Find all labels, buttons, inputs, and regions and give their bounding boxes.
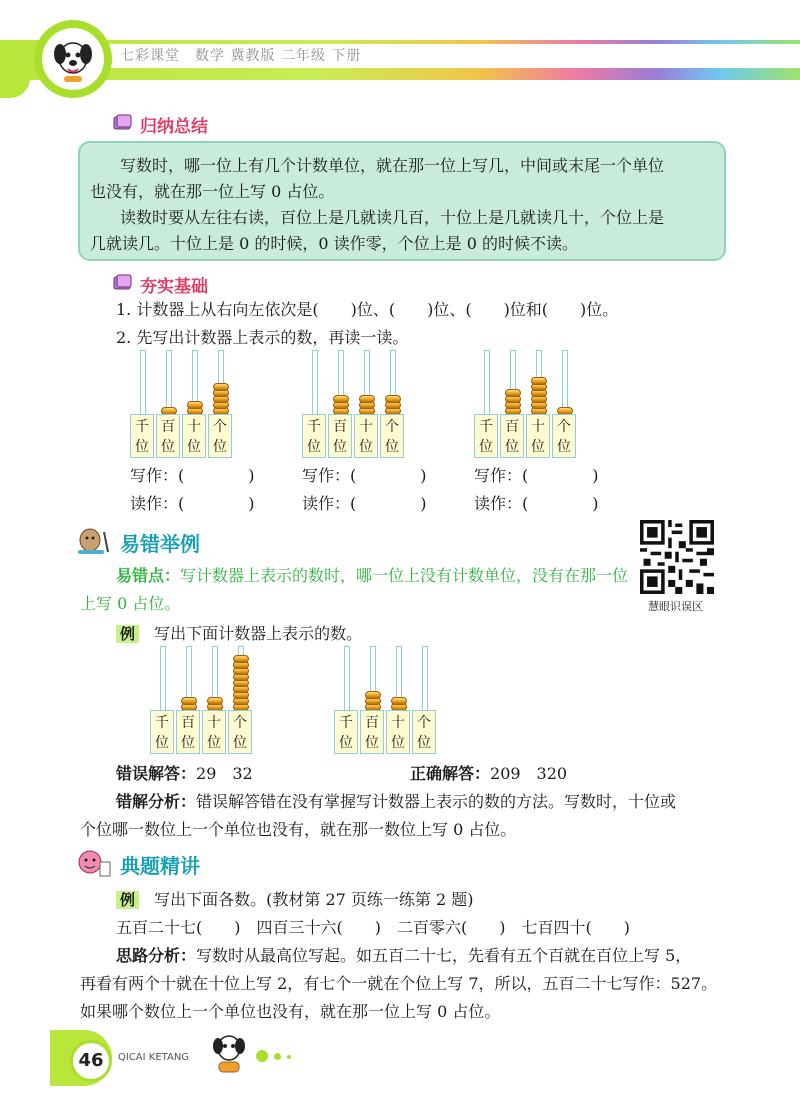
place-label-line2: 位: [155, 735, 169, 751]
place-label-line1: 千: [155, 715, 169, 731]
place-label-line1: 千: [135, 419, 149, 435]
place-label-line1: 百: [161, 419, 175, 435]
place-label: [552, 414, 576, 458]
dog-mascot-icon: [204, 1028, 254, 1078]
place-label: [202, 710, 226, 754]
classic-analysis-text: 写数时从最高位写起。如五百二十七，先看有五个百就在百位上写 5，: [196, 946, 692, 965]
place-label: [386, 710, 410, 754]
place-label: [380, 414, 404, 458]
place-label-line1: 千: [479, 419, 493, 435]
footer-dot: [274, 1053, 281, 1060]
place-label-line2: 位: [385, 439, 399, 455]
read-answer-field: 读作：( ): [302, 494, 427, 513]
abacus-bead: [233, 655, 249, 663]
abacus-bead: [359, 395, 375, 403]
place-label-line2: 位: [233, 735, 247, 751]
classic-example-text: 写出下面各数。(教材第 27 页练一练第 2 题): [154, 890, 474, 909]
page-number: 46: [70, 1040, 112, 1082]
example-tag: 例: [116, 891, 139, 909]
place-label: [156, 414, 180, 458]
mistakes-heading: 易错举例: [120, 532, 200, 556]
qr-caption: 慧眼识误区: [648, 600, 703, 613]
abacus-rod: [422, 646, 428, 711]
place-label: [354, 414, 378, 458]
place-label-line2: 位: [391, 735, 405, 751]
abacus-bead: [187, 401, 203, 409]
right-answer-row: [410, 760, 567, 788]
footer-brand: QICAI KETANG: [118, 1052, 190, 1063]
place-label-line1: 百: [365, 715, 379, 731]
place-label-line1: 个: [213, 419, 227, 435]
basics-heading: 夯实基础: [140, 277, 208, 297]
book-icon: [112, 274, 134, 292]
abacus-bead: [333, 395, 349, 403]
place-label-line2: 位: [333, 439, 347, 455]
classic-analysis-label: 思路分析：: [116, 946, 197, 965]
mistake-analysis-label: 错解分析：: [116, 792, 197, 811]
mistake-analysis-text: 错误解答错在没有掌握写计数器上表示的数的方法。写数时，十位或: [196, 792, 677, 811]
abacus-bead: [531, 377, 547, 385]
place-label-line1: 百: [181, 715, 195, 731]
place-label-line2: 位: [359, 439, 373, 455]
place-label-line1: 个: [417, 715, 431, 731]
place-label: [500, 414, 524, 458]
abacus-rod: [140, 350, 146, 415]
place-label: [228, 710, 252, 754]
book-icon: [112, 114, 134, 132]
place-label: [328, 414, 352, 458]
place-label: [176, 710, 200, 754]
place-label: [302, 414, 326, 458]
place-label-line1: 十: [207, 715, 221, 731]
write-answer-field: 写作：( ): [474, 466, 599, 485]
place-label-line2: 位: [207, 735, 221, 751]
abacus-bead: [213, 383, 229, 391]
classic-example-row: [116, 886, 473, 914]
place-label-line2: 位: [307, 439, 321, 455]
classic-analysis-line2: 再看有两个十就在十位上写 2，有七个一就在个位上写 7，所以，五百二十七写作：527。: [80, 974, 718, 993]
qr-code-icon: [640, 520, 714, 594]
abacus-rod: [484, 350, 490, 415]
wrong-answer-row: [116, 760, 253, 788]
mistake-example-text: 写出下面计数器上表示的数。: [154, 624, 363, 643]
example-tag: 例: [116, 625, 139, 643]
place-label-line1: 十: [359, 419, 373, 435]
mistake-point-line1: [116, 562, 628, 590]
write-answer-field: 写作：( ): [302, 466, 427, 485]
summary-heading: 归纳总结: [140, 117, 208, 137]
write-answer-field: 写作：( ): [130, 466, 255, 485]
place-label-line1: 十: [187, 419, 201, 435]
mascot-icon: [74, 526, 114, 556]
abacus-rod: [562, 350, 568, 415]
summary-box: [78, 141, 726, 261]
basics-q2: 2. 先写出计数器上表示的数，再读一读。: [116, 328, 409, 347]
abacus-bead: [181, 697, 197, 705]
place-label-line2: 位: [135, 439, 149, 455]
dog-mascot-icon: [42, 28, 104, 90]
place-label-line1: 十: [391, 715, 405, 731]
place-label-line1: 个: [557, 419, 571, 435]
place-label-line2: 位: [417, 735, 431, 751]
summary-p1-line1: 写数时，哪一位上有几个计数单位，就在那一位上写几，中间或末尾一个单位: [120, 156, 665, 175]
read-answer-field: 读作：( ): [130, 494, 255, 513]
classic-analysis-line1: [116, 942, 691, 970]
mascot-icon: [74, 848, 114, 880]
place-label-line2: 位: [531, 439, 545, 455]
place-label-line2: 位: [505, 439, 519, 455]
mistake-point-text: 写计数器上表示的数时，哪一位上没有计数单位，没有在那一位: [180, 566, 629, 585]
place-label-line1: 百: [333, 419, 347, 435]
mistake-analysis-line1: [116, 788, 676, 816]
abacus-bead: [365, 691, 381, 699]
place-label-line2: 位: [339, 735, 353, 751]
place-label: [208, 414, 232, 458]
header-title: 七彩课堂 数学 冀教版 二年级 下册: [120, 48, 362, 64]
place-label-line1: 个: [233, 715, 247, 731]
place-label: [474, 414, 498, 458]
place-label-line2: 位: [479, 439, 493, 455]
place-label-line1: 十: [531, 419, 545, 435]
place-label: [334, 710, 358, 754]
place-label-line2: 位: [557, 439, 571, 455]
place-label: [182, 414, 206, 458]
place-label-line2: 位: [187, 439, 201, 455]
abacus-bead: [391, 697, 407, 705]
place-label: [412, 710, 436, 754]
wrong-answer-label: 错误解答：: [116, 764, 197, 783]
classic-heading: 典题精讲: [120, 854, 200, 878]
place-label-line1: 千: [307, 419, 321, 435]
mistake-example-row: [116, 620, 362, 648]
footer-dot: [287, 1055, 291, 1059]
right-answer-label: 正确解答：: [410, 764, 491, 783]
place-label: [526, 414, 550, 458]
place-label-line1: 个: [385, 419, 399, 435]
abacus-bead: [207, 697, 223, 705]
classic-analysis-line3: 如果哪个数位上一个单位也没有，就在那一位上写 0 占位。: [80, 1002, 501, 1021]
summary-p1-line2: 也没有，就在那一位上写 0 占位。: [90, 182, 335, 201]
wrong-answer-value: 29 32: [196, 764, 253, 783]
mistake-point-line2: 上写 0 占位。: [80, 594, 181, 613]
right-answer-value: 209 320: [490, 764, 568, 783]
place-label-line2: 位: [161, 439, 175, 455]
place-label-line2: 位: [181, 735, 195, 751]
mistake-point-label: 易错点：: [116, 566, 181, 585]
basics-q1: 1. 计数器上从右向左依次是( )位、( )位、( )位和( )位。: [116, 300, 619, 319]
mistake-analysis-line2: 个位哪一数位上一个单位也没有，就在那一数位上写 0 占位。: [80, 820, 517, 839]
footer-dot: [256, 1050, 268, 1062]
abacus-bead: [505, 389, 521, 397]
abacus-rod: [312, 350, 318, 415]
header: [0, 0, 800, 92]
place-label: [360, 710, 384, 754]
abacus-rod: [160, 646, 166, 711]
place-label-line1: 百: [505, 419, 519, 435]
read-answer-field: 读作：( ): [474, 494, 599, 513]
classic-items: 五百二十七( ) 四百三十六( ) 二百零六( ) 七百四十( ): [116, 918, 630, 937]
place-label-line2: 位: [365, 735, 379, 751]
summary-p2-line2: 几就读几。十位上是 0 的时候，0 读作零，个位上是 0 的时候不读。: [90, 234, 578, 253]
abacus-rod: [344, 646, 350, 711]
place-label-line2: 位: [213, 439, 227, 455]
place-label-line1: 千: [339, 715, 353, 731]
abacus-rod: [166, 350, 172, 415]
abacus-bead: [385, 395, 401, 403]
place-label: [130, 414, 154, 458]
place-label: [150, 710, 174, 754]
summary-p2-line1: 读数时要从左往右读，百位上是几就读几百，十位上是几就读几十，个位上是: [120, 208, 665, 227]
